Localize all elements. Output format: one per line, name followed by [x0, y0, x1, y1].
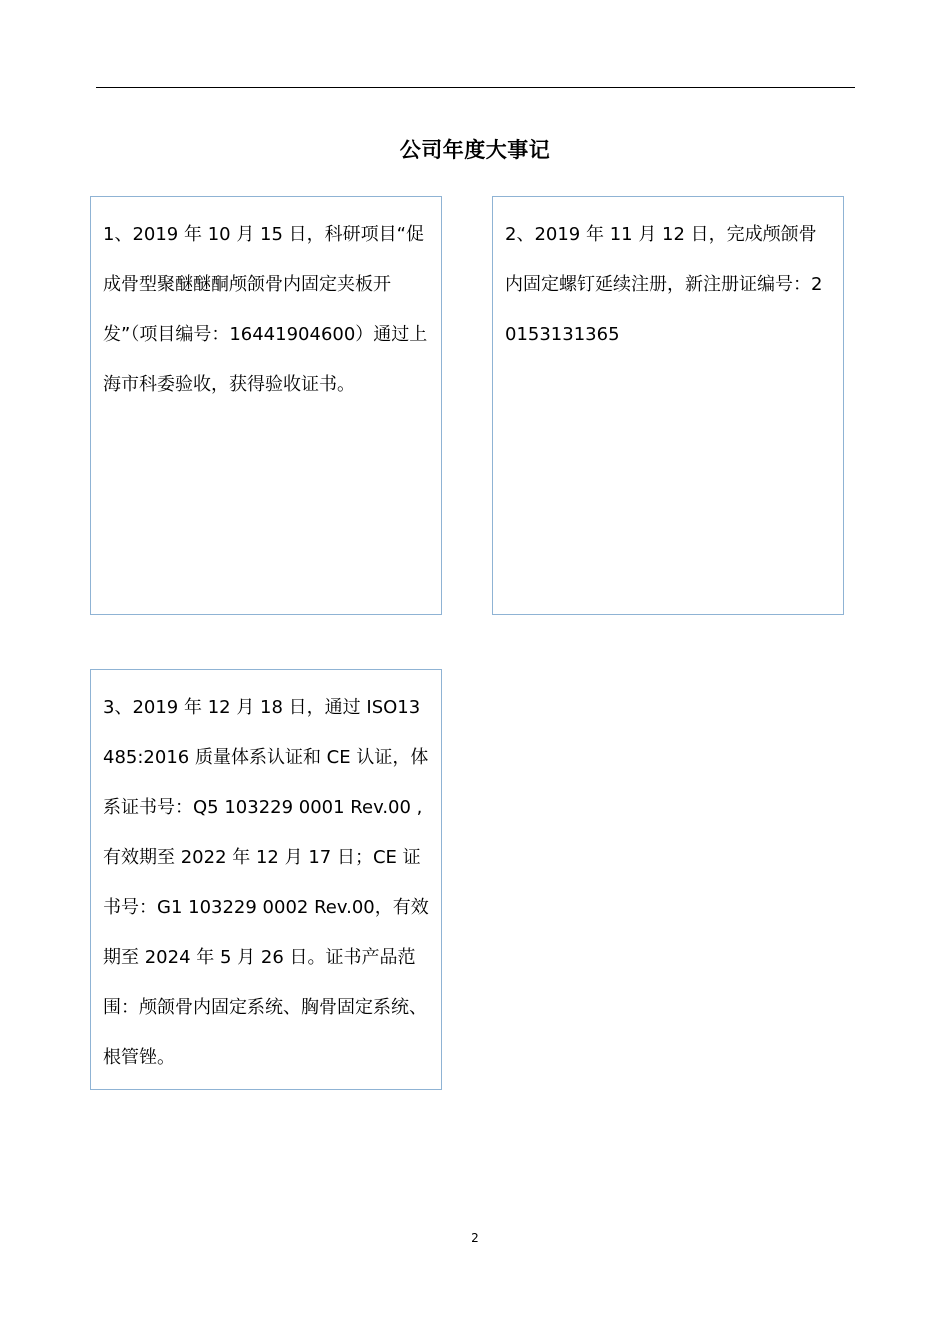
- event-text-2: 2、2019 年 11 月 12 日，完成颅颌骨内固定螺钉延续注册，新注册证编号：20153131365: [505, 224, 823, 345]
- page-title: 公司年度大事记: [399, 138, 551, 162]
- event-box-2: [492, 196, 844, 615]
- event-text-1: 1、2019 年 10 月 15 日，科研项目“促成骨型聚醚醚酮颅颌骨内固定夹板开发”（项目编号：16441904600）通过上海市科委验收，获得验收证书。: [103, 224, 428, 395]
- header-rule: [96, 87, 855, 88]
- event-text-3: 3、2019 年 12 月 18 日，通过 ISO13485:2016 质量体系认证和 CE 认证，体系证书号：Q5 103229 0001 Rev.00 ,有效期至 2022 年 12 月 17 日；CE 证书号：G1 103229 0002 Rev.00，有效期至 2024 年 5 月 26 日。证书产品范围：颅颌骨内固定系统、胸骨固定系统、根管锉。: [103, 697, 429, 1068]
- page-number: 2: [471, 1231, 479, 1245]
- event-box-3: [90, 669, 442, 1090]
- event-box-1: [90, 196, 442, 615]
